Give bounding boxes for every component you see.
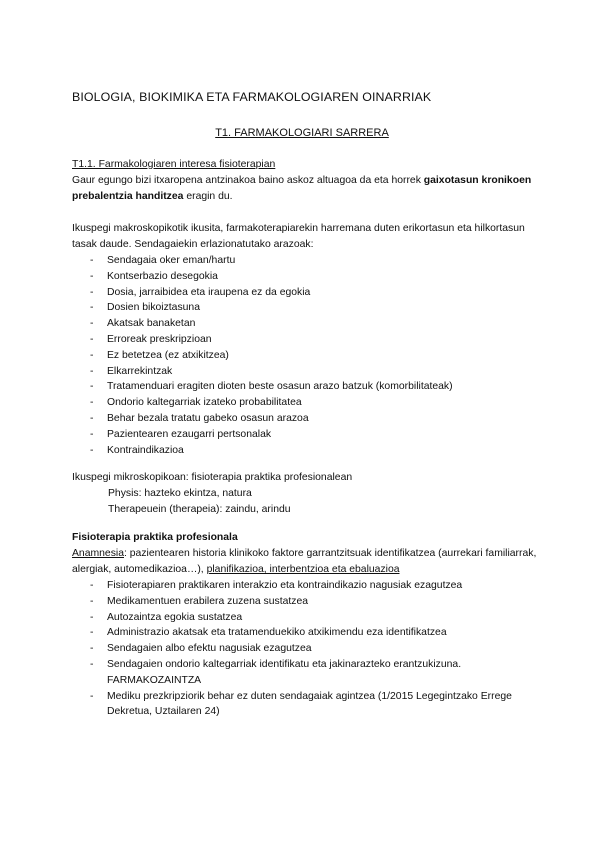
list-dash: -: [90, 365, 94, 377]
macro-list-item-text: Tratamenduari eragiten dioten beste osasun arazo batzuk (komorbilitateak): [107, 381, 453, 393]
practice-list-item-text: Medikamentuen erabilera zuzena sustatzea: [107, 595, 309, 607]
macro-list-item-text: Kontserbazio desegokia: [107, 270, 218, 282]
list-dash: -: [90, 643, 94, 655]
list-dash: -: [90, 444, 94, 456]
macro-list-item: [72, 395, 542, 411]
list-dash: -: [90, 270, 94, 282]
list-dash: -: [90, 428, 94, 440]
list-dash: -: [90, 412, 94, 424]
macro-list-item: [72, 427, 542, 443]
practice-list-item: [72, 594, 542, 610]
macro-list-item-text: Kontraindikazioa: [107, 444, 184, 456]
anamnesis-text: : pazientearen historia klinikoko faktore garrantzitsuak identifikatzea (aurrekari familiarrak, alergiak, automedikazioa…),: [72, 548, 537, 575]
macro-list-item: [72, 348, 542, 364]
practice-block: [72, 530, 542, 720]
document-title: BIOLOGIA, BIOKIMIKA ETA FARMAKOLOGIAREN OINARRIAK: [72, 90, 432, 104]
list-dash: -: [90, 595, 94, 607]
practice-list-item: [72, 625, 542, 641]
practice-list-item: [72, 689, 542, 721]
macro-list-item-text: Pazientearen ezaugarri pertsonalak: [107, 428, 272, 440]
practice-list-item: [72, 641, 542, 657]
macro-list-item-text: Dosia, jarraibidea eta iraupena ez da egokia: [107, 286, 311, 298]
list-dash: -: [90, 333, 94, 345]
list-dash: -: [90, 690, 94, 702]
macro-list-item-text: Elkarrekintzak: [107, 365, 173, 377]
list-dash: -: [90, 611, 94, 623]
macro-list-item: [72, 285, 542, 301]
practice-list-item: [72, 578, 542, 594]
list-dash: -: [90, 286, 94, 298]
macro-list-item-text: Dosien bikoiztasuna: [107, 302, 200, 314]
macro-list-item-text: Sendagaia oker eman/hartu: [107, 255, 236, 266]
practice-list-item: [72, 610, 542, 626]
practice-list-item-text: Autozaintza egokia sustatzea: [107, 611, 243, 623]
anamnesis-paragraph: [72, 546, 542, 578]
list-dash: -: [90, 349, 94, 361]
macro-problem-list: [72, 253, 542, 458]
macro-list-item: [72, 364, 542, 380]
micro-line-physis: Physis: hazteko ekintza, natura: [108, 488, 252, 499]
macro-list-item-text: Akatsak banaketan: [107, 318, 196, 330]
list-dash: -: [90, 255, 94, 266]
micro-block: [72, 470, 542, 518]
macro-list-item-text: Behar bezala tratatu gabeko osasun arazoa: [107, 412, 309, 424]
practice-list-item-text: Sendagaien ondorio kaltegarriak identifikatu eta jakinarazteko erantzukizuna. FARMAKOZAINTZA: [107, 658, 462, 686]
list-dash: -: [90, 658, 94, 670]
practice-list-item-text: Fisioterapiaren praktikaren interakzio eta kontraindikazio nagusiak ezagutzea: [107, 580, 463, 591]
macro-list-item-text: Ez betetzea (ez atxikitzea): [107, 349, 229, 361]
macro-block: [72, 221, 542, 458]
subsection-block: [72, 157, 542, 205]
macro-list-item-text: Ondorio kaltegarriak izateko probabilitatea: [107, 397, 302, 409]
practice-list-item: [72, 657, 542, 689]
macro-list-item: [72, 379, 542, 395]
section-title: T1. FARMAKOLOGIARI SARRERA: [215, 127, 389, 139]
practice-list-item-text: Mediku prezkripziorik behar ez duten sendagaiak agintzea (1/2015 Legegintzako Errege Dekretua, Uztailaren 24): [107, 690, 512, 718]
macro-list-item: [72, 269, 542, 285]
list-dash: -: [90, 397, 94, 409]
practice-task-list: [72, 578, 542, 720]
macro-list-item: [72, 332, 542, 348]
practice-heading: Fisioterapia praktika profesionala: [72, 532, 238, 543]
macro-list-item: [72, 300, 542, 316]
list-dash: -: [90, 580, 94, 591]
anamnesis-label: Anamnesia: [72, 548, 124, 559]
planning-label: planifikazioa, interbentzioa eta ebaluazioa: [206, 564, 400, 575]
intro-paragraph: [72, 173, 542, 205]
macro-paragraph: Ikuspegi makroskopikotik ikusita, farmakoterapiarekin harremana duten erikortasun eta hilkortasun tasak daude. Sendagaiekin erlazionatutako arazoak:: [72, 223, 525, 250]
list-dash: -: [90, 381, 94, 393]
macro-list-item: [72, 443, 542, 459]
micro-line-1: Ikuspegi mikroskopikoan: fisioterapia praktika profesionalean: [72, 472, 353, 483]
intro-text-1: Gaur egungo bizi itxaropena antzinakoa baino askoz altuagoa da eta horrek: [72, 175, 424, 186]
subsection-heading: T1.1. Farmakologiaren interesa fisioterapian: [72, 159, 276, 170]
macro-list-item: [72, 253, 542, 269]
macro-list-item: [72, 316, 542, 332]
list-dash: -: [90, 318, 94, 330]
practice-list-item-text: Administrazio akatsak eta tratamenduekiko atxikimendu eza identifikatzea: [107, 627, 447, 639]
macro-list-item-text: Erroreak preskripzioan: [107, 333, 212, 345]
practice-list-item-text: Sendagaien albo efektu nagusiak ezagutzea: [107, 643, 312, 655]
micro-line-therapeia: Therapeuein (therapeia): zaindu, arindu: [108, 504, 291, 515]
intro-text-2: eragin du.: [183, 191, 233, 202]
intro-bold-text: gaixotasun kronikoen prebalentzia handitzea: [72, 175, 532, 202]
macro-list-item: [72, 411, 542, 427]
list-dash: -: [90, 627, 94, 639]
list-dash: -: [90, 302, 94, 314]
